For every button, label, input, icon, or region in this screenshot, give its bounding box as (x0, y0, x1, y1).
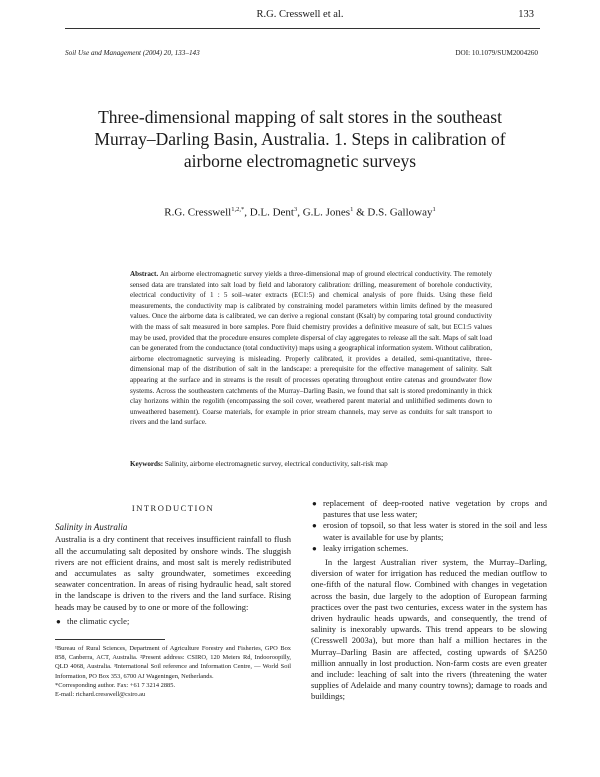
footnote-affiliations: ¹Bureau of Rural Sciences, Department of Agriculture Forestry and Fisheries, GPO Box 858, Canberra, ACT, Australia. ²Present address: CSIRO, 120 Meiers Rd, Indooroopilly, QLD 4068, Australia. ³International Soil reference and Information Centre, — World Soil Information, PO Box 353, 6700 AJ Wageningen, Netherlands. (55, 645, 291, 680)
abstract (130, 269, 492, 428)
subsection-heading: Salinity in Australia (55, 522, 128, 533)
author-affiliation: 3 (293, 206, 298, 213)
list-item-text: erosion of topsoil, so that less water is stored in the soil and less water is available for use by plants; (323, 520, 547, 542)
author-affiliation: 1,2,* (231, 206, 245, 213)
paper-title: Three-dimensional mapping of salt stores in the southeast Murray–Darling Basin, Australia. 1. Steps in calibration of airborne electromagnetic surveys (94, 107, 506, 171)
list-item (311, 498, 547, 520)
author-affiliation: 1 (432, 206, 436, 213)
footnote-corresponding: *Corresponding author. Fax: +61 7 3214 2885. (55, 681, 176, 689)
doi[interactable]: DOI: 10.1079/SUM2004260 (455, 49, 538, 57)
keywords-label: Keywords: (130, 460, 164, 468)
author-name: R.G. Cresswell (164, 206, 232, 219)
author-name: D.L. Dent (249, 206, 294, 219)
right-column (311, 498, 547, 703)
journal-citation: Soil Use and Management (2004) 20, 133–143 (65, 49, 200, 57)
list-item (55, 616, 291, 627)
list-item-text: the climatic cycle; (67, 615, 130, 626)
author-name: G.L. Jones (302, 206, 351, 219)
author-name: D.S. Galloway (367, 206, 433, 219)
abstract-label: Abstract. (130, 270, 159, 278)
author-separator: , (297, 206, 303, 219)
list-item-text: replacement of deep-rooted native vegetation by crops and pastures that use less water; (323, 498, 547, 520)
bullet-list-left (55, 616, 291, 627)
intro-paragraph-1: Australia is a dry continent that receives insufficient rainfall to flush all the accumulating salt deposited by onshore winds. The sluggish rivers are not efficient drains, and most salt is merely redistributed and accumulates as salty groundwater, sometimes exceeding seawater concentration. In areas of rising hydraulic head, salt stored in the landscape is driven to the rivers and the land surface. Rising heads may be caused by to one or more of the following: (55, 534, 291, 612)
left-column (55, 503, 291, 699)
author-separator: & (353, 206, 368, 219)
bullet-icon: ● (312, 521, 317, 531)
footnote-rule (55, 639, 165, 640)
page-number: 133 (518, 9, 534, 20)
list-item (311, 543, 547, 554)
abstract-text: An airborne electromagnetic survey yields a three-dimensional map of ground electrical conductivity. The remotely sensed data are translated into salt load by field and laboratory calibration: drilling, measurement of borehole conductivity, electrical conductivity of 1 : 5 soil–water extracts (EC1:5) and chemical analysis of pore fluids. Using these field measurements, the conductivity map is calibrated by constraining model parameters within limits defined by the measured values. Once the airborne data is calibrated, we can derive a regional constant (Ksalt) by comparing total ground conductivity with the mass of salt measured in bore samples. Pore fluid chemistry provides a definitive measure of salt, but EC1:5 values may be used, provided that the procedure ensures complete dispersal of clay aggregates to release all the salt. Maps of salt load can be generated from the conductance (total conductivity) maps using a geographical information system. Without calibration, airborne electromagnetic surveying is misleading. Properly calibrated, it provides a detailed, semi-quantitative, three-dimensional map of the distribution of salt in the landscape: a prerequisite for the effective management of salinity. Salt appearing at the surface and in streams is the result of processes operating throughout entire catenas and groundwater flow systems. Across the southeastern catchments of the Murray–Darling Basin, we found that salt is stored predominantly in thick clay horizons within the regolith (encompassing the soil cover, weathered parent material and unlithified sediments down to unweathered basement). Coarse materials, for example in prior stream channels, may serve as conduits for salt transport to rivers and the land surface. (130, 270, 492, 427)
author-list (65, 206, 535, 219)
keywords-text: Salinity, airborne electromagnetic survey, electrical conductivity, salt-risk map (164, 460, 388, 468)
list-item (311, 520, 547, 542)
intro-paragraph-2: In the largest Australian river system, the Murray–Darling, diversion of water for irrigation has reduced the median outflow to one-fifth of the natural flow. Combined with changes in vegetation across the basin, due largely to the adoption of European farming practices over the past two centuries, excess water in the system has driven hydraulic heads upwards, and consequently, the trend of salinity is inexorably upwards. This trend appears to be slowing (Cresswell 2003a), but more than half a million hectares in the Murray–Darling Basin are affected, costing upwards of $A250 million annually in lost production. Non-farm costs are even greater and include: leaching of salt into the rivers (threatening the water supplies of Adelaide and many country towns); damage to roads and buildings; (311, 557, 547, 702)
author-separator: , (244, 206, 250, 219)
bullet-icon: ● (312, 543, 317, 553)
bullet-icon: ● (56, 616, 61, 626)
section-heading-introduction: INTRODUCTION (131, 503, 215, 513)
bullet-icon: ● (312, 499, 317, 508)
author-affiliation: 1 (350, 206, 354, 213)
bullet-list-right (311, 498, 547, 554)
list-item-text: leaky irrigation schemes. (323, 542, 409, 553)
header-rule (65, 28, 540, 29)
running-header (0, 9, 600, 27)
running-author: R.G. Cresswell et al. (256, 9, 344, 20)
keywords (130, 460, 492, 468)
footnote-email[interactable]: E-mail: richard.cresswell@csiro.au (55, 691, 146, 699)
footnotes (55, 644, 291, 699)
